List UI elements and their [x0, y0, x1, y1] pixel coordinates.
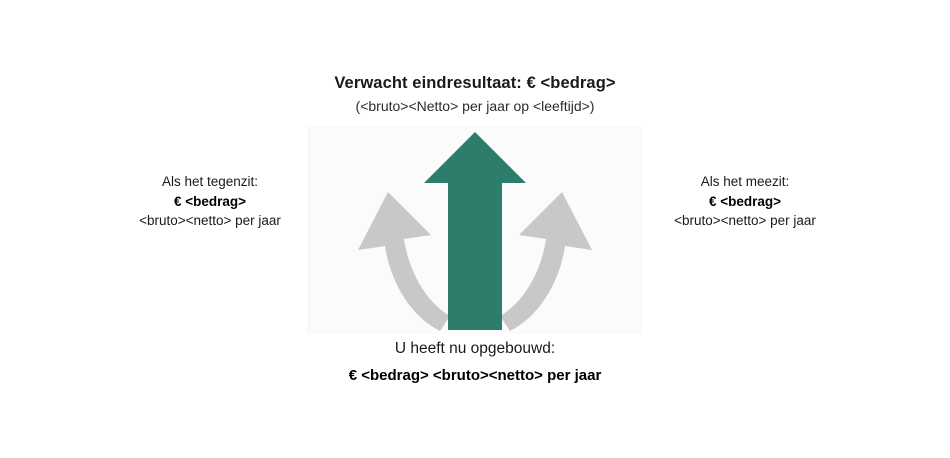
- optimistic-scenario-detail: <bruto><netto> per jaar: [674, 213, 816, 229]
- pessimistic-scenario-amount: € <bedrag>: [173, 193, 247, 209]
- optimistic-scenario-amount: € <bedrag>: [708, 193, 782, 209]
- expected-result-title: Verwacht eindresultaat: € <bedrag>: [334, 74, 616, 92]
- arrow-up-left-icon: [358, 192, 450, 331]
- accrued-label: U heeft nu opgebouwd:: [394, 340, 556, 357]
- expected-result-subtitle: (<bruto><Netto> per jaar op <leeftijd>): [355, 98, 595, 114]
- pessimistic-scenario-label: [110, 172, 310, 231]
- optimistic-scenario-title: Als het meezit:: [700, 174, 790, 189]
- pessimistic-scenario-title: Als het tegenzit:: [161, 174, 259, 189]
- arrow-up-icon: [424, 132, 526, 330]
- accrued-amount: € <bedrag> <bruto><netto> per jaar: [348, 367, 602, 384]
- pessimistic-scenario-detail: <bruto><netto> per jaar: [139, 213, 281, 229]
- optimistic-scenario-label: [640, 172, 850, 231]
- arrow-up-right-icon: [500, 192, 592, 331]
- three-way-arrow-graphic: [290, 126, 660, 336]
